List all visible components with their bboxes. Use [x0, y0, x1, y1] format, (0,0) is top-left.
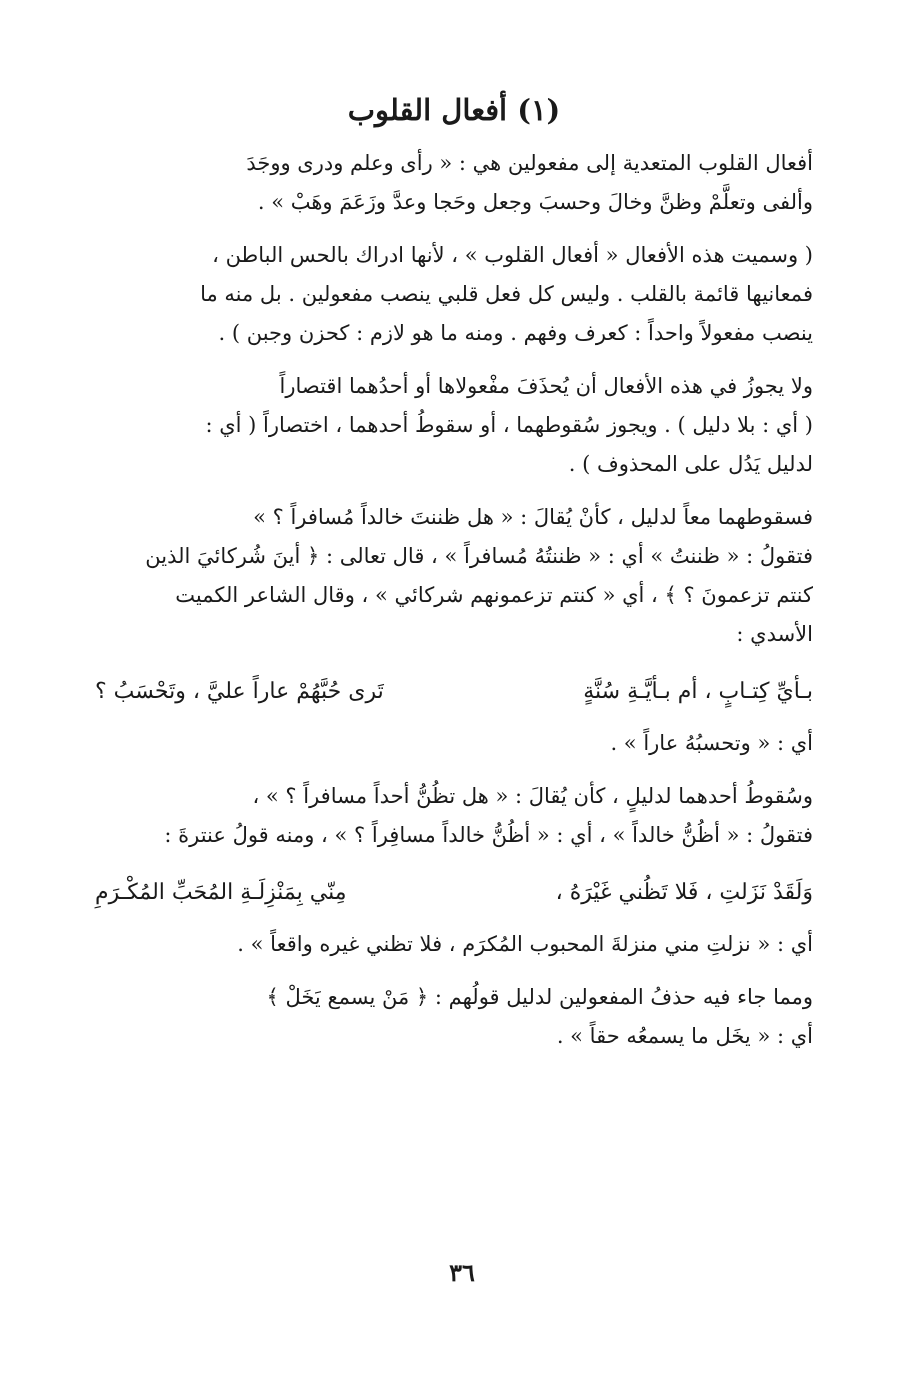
paragraph-6 [95, 978, 813, 1056]
paragraph-1-line: وألفى وتعلَّمْ وظنَّ وخالَ وحسبَ وجعل وحَجا وعدَّ وزَعَمَ وهَبْ » . [257, 190, 813, 214]
paragraph-1-line: أفعال القلوب المتعدية إلى مفعولين هي : « رأى وعلم ودرى ووجَدَ [246, 151, 813, 175]
paragraph-4-line: فسقوطهما معاً لدليل ، كأنْ يُقالَ : « هل ظننتَ خالداً مُسافراً ؟ » [253, 505, 813, 529]
verse-1-explanation: أي : « وتحسبُهُ عاراً » . [610, 731, 813, 755]
paragraph-5-line: وسُقوطُ أحدهما لدليلٍ ، كأن يُقالَ : « هل تظُنُّ أحداً مسافراً ؟ » ، [252, 784, 813, 808]
verse-1-first-hemistich: بـأيِّ كِتـابٍ ، أم بـأيَّـةِ سُنَّةٍ [583, 679, 813, 704]
verse-1-second-hemistich: تَرى حُبَّهُمْ عاراً عليَّ ، وتَحْسَبُ ؟ [95, 679, 384, 704]
paragraph-5-line: فتقولُ : « أظُنُّ خالداً » ، أي : « أظُنُّ خالداً مسافِراً ؟ » ، ومنه قولُ عنترةَ : [164, 823, 813, 847]
paragraph-4-line: كنتم تزعمونَ ؟ ﴾ ، أي « كنتم تزعمونهم شركائي » ، وقال الشاعر الكميت [175, 583, 813, 607]
paragraph-6-line: ومما جاء فيه حذفُ المفعولين لدليل قولُهم : ﴿ مَنْ يسمع يَخَلْ ﴾ [266, 985, 813, 1009]
paragraph-4-line: الأسدي : [736, 622, 813, 646]
verse-2-second-hemistich: مِنّي بِمَنْزِلَـةِ المُحَبِّ المُكْـرَمِ [95, 880, 347, 905]
paragraph-1 [95, 144, 813, 222]
paragraph-5 [95, 777, 813, 855]
paragraph-2-line: ( وسميت هذه الأفعال « أفعال القلوب » ، لأنها ادراك بالحس الباطن ، [212, 243, 813, 267]
poetry-verse-1 [95, 670, 813, 714]
page-content [95, 90, 813, 1056]
paragraph-3-line: ( أي : بلا دليل ) . ويجوز سُقوطهما ، أو سقوطُ أحدهما ، اختصاراً ( أي : [205, 413, 813, 437]
page-number: ٣٦ [449, 1258, 475, 1287]
paragraph-4-line: فتقولُ : « ظننتُ » أي : « ظننتُهُ مُسافراً » ، قال تعالى : ﴿ أينَ شُركائيَ الذين [145, 544, 813, 568]
paragraph-3-line: لدليل يَدُل على المحذوف ) . [568, 452, 813, 476]
verse-2-first-hemistich: وَلَقَدْ نَزَلتِ ، فَلا تَظُني غَيْرَهُ ، [555, 880, 813, 905]
paragraph-4 [95, 498, 813, 654]
verse-2-explanation: أي : « نزلتِ مني منزلةَ المحبوب المُكرَم ، فلا تظني غيره واقعاً » . [237, 932, 813, 956]
paragraph-3-line: ولا يجوزُ في هذه الأفعال أن يُحذَفَ مفْعولاها أو أحدُهما اقتصاراً [279, 374, 813, 398]
chapter-title: (١) أفعال القلوب [347, 93, 561, 127]
paragraph-2-line: فمعانيها قائمة بالقلب . وليس كل فعل قلبي ينصب مفعولين . بل منه ما [200, 282, 813, 306]
paragraph-2 [95, 236, 813, 353]
poetry-verse-2 [95, 871, 813, 915]
paragraph-6-line: أي : « يخَل ما يسمعُه حقاً » . [556, 1024, 813, 1048]
paragraph-3 [95, 367, 813, 484]
paragraph-2-line: ينصب مفعولاً واحداً : كعرف وفهم . ومنه ما هو لازم : كحزن وجبن ) . [218, 321, 813, 345]
